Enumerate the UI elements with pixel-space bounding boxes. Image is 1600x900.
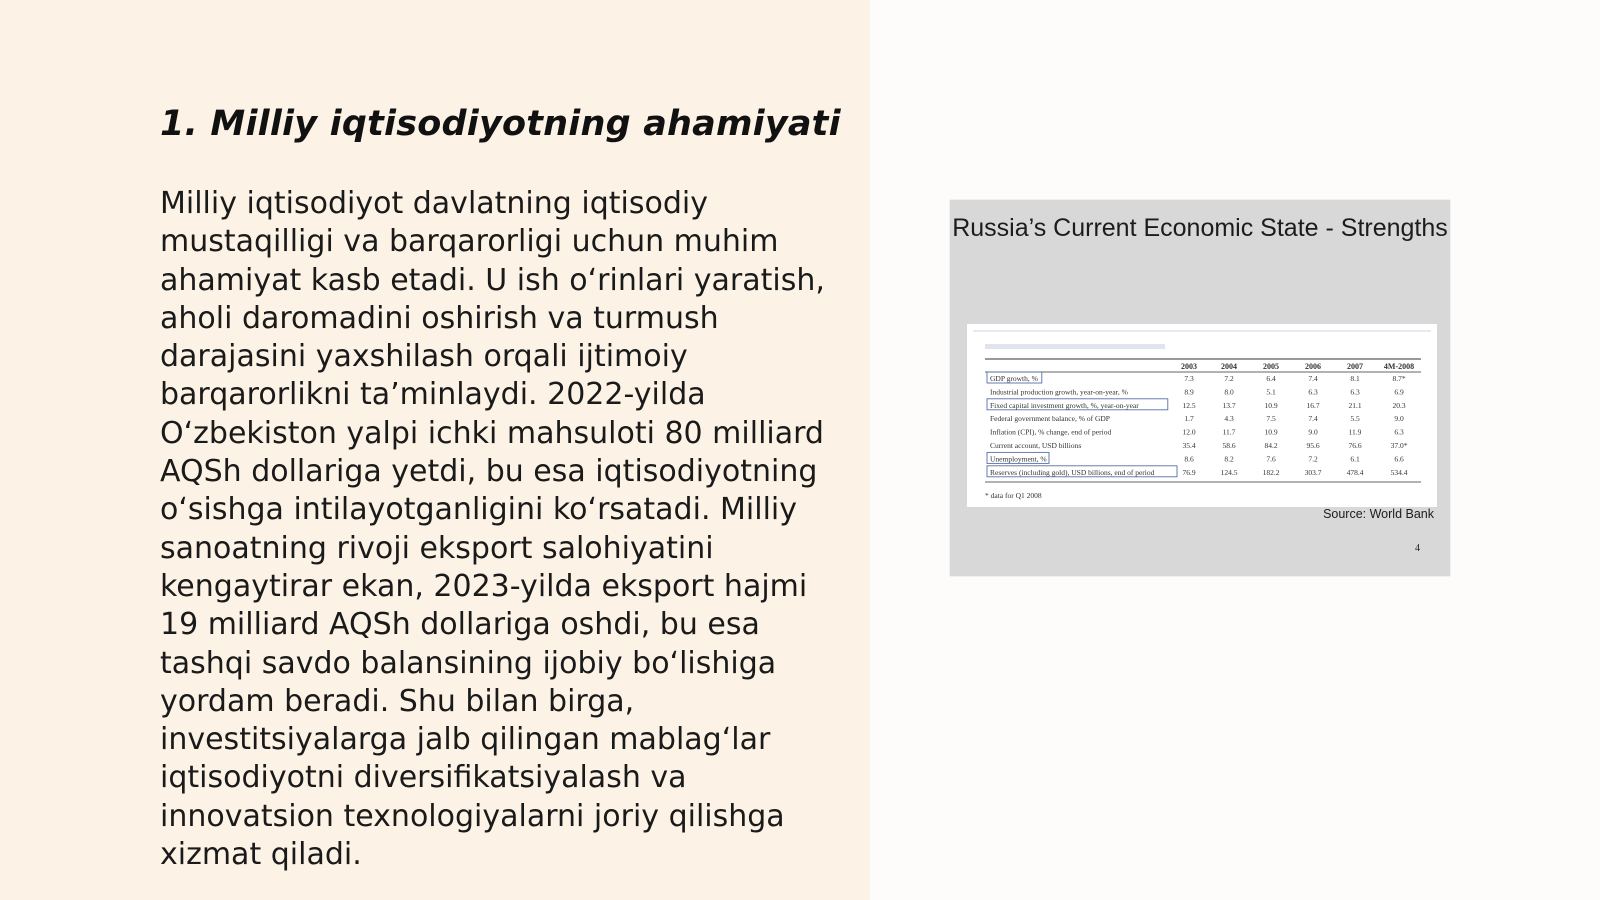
table-row-label: Federal government balance, % of GDP <box>990 414 1110 424</box>
table-cell: 76.9 <box>1182 467 1196 477</box>
table-cell: 7.5 <box>1266 414 1276 424</box>
table-cell: 303.7 <box>1304 467 1322 477</box>
body-paragraph: Milliy iqtisodiyot davlatning iqtisodiy mustaqilligi va barqarorligi uchun muhim ahamiyat kasb etadi. U ish o‘rinlari yaratish, aholi daromadini oshirish va turmush darajasini yaxshilash orqali ijtimoiy barqarorlikni ta’minlaydi. 2022-yilda O‘zbekiston yalpi ichki mahsuloti 80 milliard AQSh dollariga yetdi, bu esa iqtisodiyotning o‘sishga intilayotganligini ko‘rsatadi. Milliy sanoatning rivoji eksport salohiyatini kengaytirar ekan, 2023-yilda eksport hajmi 19 milliard AQSh dollariga oshdi, bu esa tashqi savdo balansining ijobiy bo‘lishiga yordam beradi. Shu bilan birga, investitsiyalarga jalb qilingan mablag‘lar iqtisodiyotni diversifikatsiyalash va innovatsion texnologiyalarni joriy qilishga xizmat qiladi. <box>160 186 825 873</box>
economic-indicators-table <box>967 324 1437 507</box>
slide-title: Russia’s Current Economic State - Strengths <box>952 214 1448 242</box>
table-cell: 1.7 <box>1184 414 1194 424</box>
table-row-label: Industrial production growth, year-on-year, % <box>990 387 1128 397</box>
table-cell: 7.6 <box>1266 454 1276 464</box>
table-cell: 124.5 <box>1220 467 1238 477</box>
table-cell: 4.3 <box>1224 414 1234 424</box>
section-heading: 1. Milliy iqtisodiyotning ahamiyati <box>160 104 841 144</box>
table-column-header: 2007 <box>1347 362 1363 371</box>
table-row <box>987 466 1408 477</box>
table-cell: 84.2 <box>1264 441 1278 450</box>
table-cell: 7.4 <box>1308 414 1318 424</box>
table-row-label: GDP growth, % <box>990 374 1038 383</box>
table-cell: 478.4 <box>1346 467 1364 477</box>
table-row <box>990 414 1404 423</box>
table-column-header: 2005 <box>1263 362 1279 371</box>
table-cell: 8.1 <box>1350 374 1360 383</box>
table-cell: 76.6 <box>1348 441 1362 450</box>
table-footnote: * data for Q1 2008 <box>985 491 1042 500</box>
table-cell: 95.6 <box>1306 441 1320 450</box>
table-cell: 11.9 <box>1348 427 1362 437</box>
table-row-label: Unemployment, % <box>990 454 1047 464</box>
table-cell: 12.0 <box>1182 427 1196 437</box>
table-row <box>987 372 1406 383</box>
table-cell: 8.2 <box>1224 454 1234 464</box>
table-cell: 8.9 <box>1184 387 1194 397</box>
source-note: Source: World Bank <box>1323 507 1434 521</box>
table-cell: 5.1 <box>1266 387 1276 397</box>
embedded-slide-image <box>950 200 1450 576</box>
table-cell: 534.4 <box>1390 467 1408 477</box>
table-row-label: Inflation (CPI), % change, end of period <box>990 427 1112 437</box>
slide-page-number: 4 <box>1415 543 1420 554</box>
table-column-header: 2004 <box>1221 362 1237 371</box>
table-cell: 8.7* <box>1392 374 1406 383</box>
table-cell: 21.1 <box>1348 400 1362 410</box>
table-cell: 5.5 <box>1350 414 1360 424</box>
table-cell: 8.0 <box>1224 387 1234 397</box>
table-cell: 182.2 <box>1262 467 1280 477</box>
table-cell: 6.6 <box>1394 454 1404 464</box>
table-cell: 7.3 <box>1184 374 1194 383</box>
table-row <box>987 399 1406 410</box>
table-cell: 11.7 <box>1222 427 1236 437</box>
table-column-header: 2006 <box>1305 362 1321 371</box>
table-row <box>990 428 1404 437</box>
table-cell: 9.0 <box>1394 414 1404 424</box>
table-cell: 37.0* <box>1390 441 1408 450</box>
table-cell: 7.2 <box>1224 374 1234 383</box>
table-cell: 6.4 <box>1266 374 1276 383</box>
table-cell: 6.3 <box>1308 387 1318 397</box>
table-cell: 6.9 <box>1394 387 1404 397</box>
table-cell: 9.0 <box>1308 427 1318 437</box>
table-row <box>987 452 1404 463</box>
table-graphic <box>967 324 1437 507</box>
table-column-header: 4M-2008 <box>1383 362 1415 371</box>
table-cell: 16.7 <box>1306 400 1320 410</box>
table-cell: 6.3 <box>1394 427 1404 437</box>
table-caption-blur <box>985 344 1165 349</box>
table-row <box>990 441 1408 450</box>
table-cell: 6.1 <box>1350 454 1360 464</box>
table-cell: 20.3 <box>1392 400 1406 410</box>
table-column-header: 2003 <box>1181 362 1197 371</box>
table-cell: 35.4 <box>1182 441 1196 450</box>
table-row <box>990 387 1404 396</box>
table-cell: 13.7 <box>1222 400 1236 410</box>
table-row-label: Fixed capital investment growth, %, year-on-year <box>990 400 1139 410</box>
table-cell: 7.4 <box>1308 374 1318 383</box>
table-cell: 8.6 <box>1184 454 1194 464</box>
table-top-rule <box>973 330 1431 332</box>
table-cell: 7.2 <box>1308 454 1318 464</box>
table-cell: 10.9 <box>1264 427 1278 437</box>
table-cell: 6.3 <box>1350 387 1360 397</box>
table-cell: 12.5 <box>1182 400 1196 410</box>
table-row-label: Reserves (including gold), USD billions, end of period <box>990 467 1155 477</box>
table-cell: 10.9 <box>1264 400 1278 410</box>
table-row-label: Current account, USD billions <box>990 441 1082 450</box>
table-cell: 58.6 <box>1222 441 1236 450</box>
